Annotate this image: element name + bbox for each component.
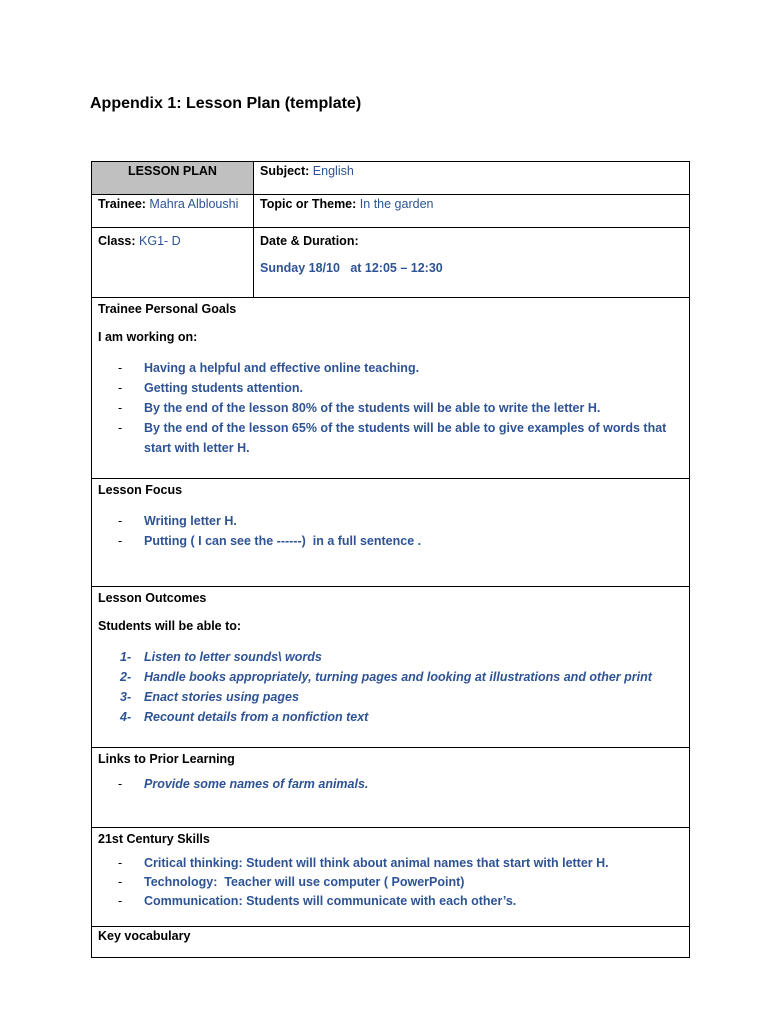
list-item [98,398,683,418]
list-item [98,647,683,667]
list-item [98,418,683,458]
number-marker: 4- [120,710,132,724]
personal-goals-list [98,358,683,458]
list-item-text: Critical thinking: Student will think about animal names that start with letter H. [144,856,609,870]
list-item-text: Technology: Teacher will use computer ( PowerPoint) [144,875,465,889]
list-item-text: By the end of the lesson 80% of the students will be able to write the letter H. [144,401,601,415]
list-item-text: Provide some names of farm animals. [144,777,369,791]
personal-goals-intro: I am working on: [98,330,198,344]
outcomes-heading: Lesson Outcomes [98,591,207,605]
list-item-text: Getting students attention. [144,381,304,395]
list-item-text: By the end of the lesson 65% of the students will be able to give examples of words that start with letter H. [144,421,667,455]
trainee-label: Trainee: [98,197,146,211]
list-item [98,774,683,794]
table-row-outcomes [92,587,690,748]
list-item-text: Communication: Students will communicate with each other’s. [144,894,517,908]
list-item [98,511,683,531]
list-item [98,378,683,398]
date-label: Date & Duration: [260,234,359,248]
list-item [98,667,683,687]
page-title: Appendix 1: Lesson Plan (template) [90,95,362,112]
lesson-focus-heading: Lesson Focus [98,483,183,497]
number-marker: 3- [120,690,132,704]
topic-value: In the garden [359,197,434,211]
prior-learning-cell [92,748,690,828]
skills-heading: 21st Century Skills [98,832,210,846]
prior-learning-heading: Links to Prior Learning [98,752,235,766]
class-label: Class: [98,234,136,248]
table-row-lesson-focus [92,479,690,587]
dash-marker: - [118,421,123,435]
vocabulary-cell [92,927,690,958]
list-item-text: Having a helpful and effective online teaching. [144,361,420,375]
list-item-text: Writing letter H. [144,514,237,528]
number-marker: 1- [120,650,132,664]
lesson-plan-header-cell [92,162,254,195]
table-row-trainee [92,195,690,228]
trainee-cell [92,195,254,228]
list-item-text: Handle books appropriately, turning pages and looking at illustrations and other print [144,670,652,684]
personal-goals-heading: Trainee Personal Goals [98,302,237,316]
subject-label: Subject: [260,164,310,178]
lesson-focus-list [98,511,683,551]
subject-value: English [312,164,354,178]
table-row-class [92,228,690,298]
dash-marker: - [118,856,123,870]
dash-marker: - [118,894,123,908]
personal-goals-cell [92,298,690,479]
lesson-plan-label: LESSON PLAN [128,164,217,178]
subject-cell [254,162,690,195]
trainee-value: Mahra Albloushi [149,197,239,211]
list-item-text: Listen to letter sounds\ words [144,650,322,664]
date-value: Sunday 18/10 at 12:05 – 12:30 [260,261,443,275]
table-row-prior-learning [92,748,690,828]
list-item [98,873,683,892]
table-row-header [92,162,690,195]
skills-cell [92,828,690,927]
dash-marker: - [118,381,123,395]
dash-marker: - [118,514,123,528]
list-item-text: Recount details from a nonfiction text [144,710,369,724]
list-item [98,531,683,551]
outcomes-cell [92,587,690,748]
date-cell [254,228,690,298]
list-item-text: Putting ( I can see the ------) in a full sentence . [144,534,422,548]
topic-label: Topic or Theme: [260,197,357,211]
vocabulary-heading: Key vocabulary [98,929,191,943]
outcomes-list [98,647,683,727]
list-item [98,358,683,378]
skills-list [98,854,683,911]
dash-marker: - [118,534,123,548]
prior-learning-list [98,774,683,794]
dash-marker: - [118,875,123,889]
lesson-plan-table [91,161,690,958]
class-value: KG1- D [139,234,181,248]
outcomes-intro: Students will be able to: [98,619,242,633]
list-item [98,707,683,727]
lesson-focus-cell [92,479,690,587]
list-item [98,892,683,911]
table-row-vocabulary [92,927,690,958]
table-row-skills [92,828,690,927]
dash-marker: - [118,401,123,415]
dash-marker: - [118,361,123,375]
list-item [98,854,683,873]
topic-cell [254,195,690,228]
list-item-text: Enact stories using pages [144,690,299,704]
list-item [98,687,683,707]
dash-marker: - [118,777,123,791]
class-cell [92,228,254,298]
table-row-personal-goals [92,298,690,479]
number-marker: 2- [120,670,132,684]
